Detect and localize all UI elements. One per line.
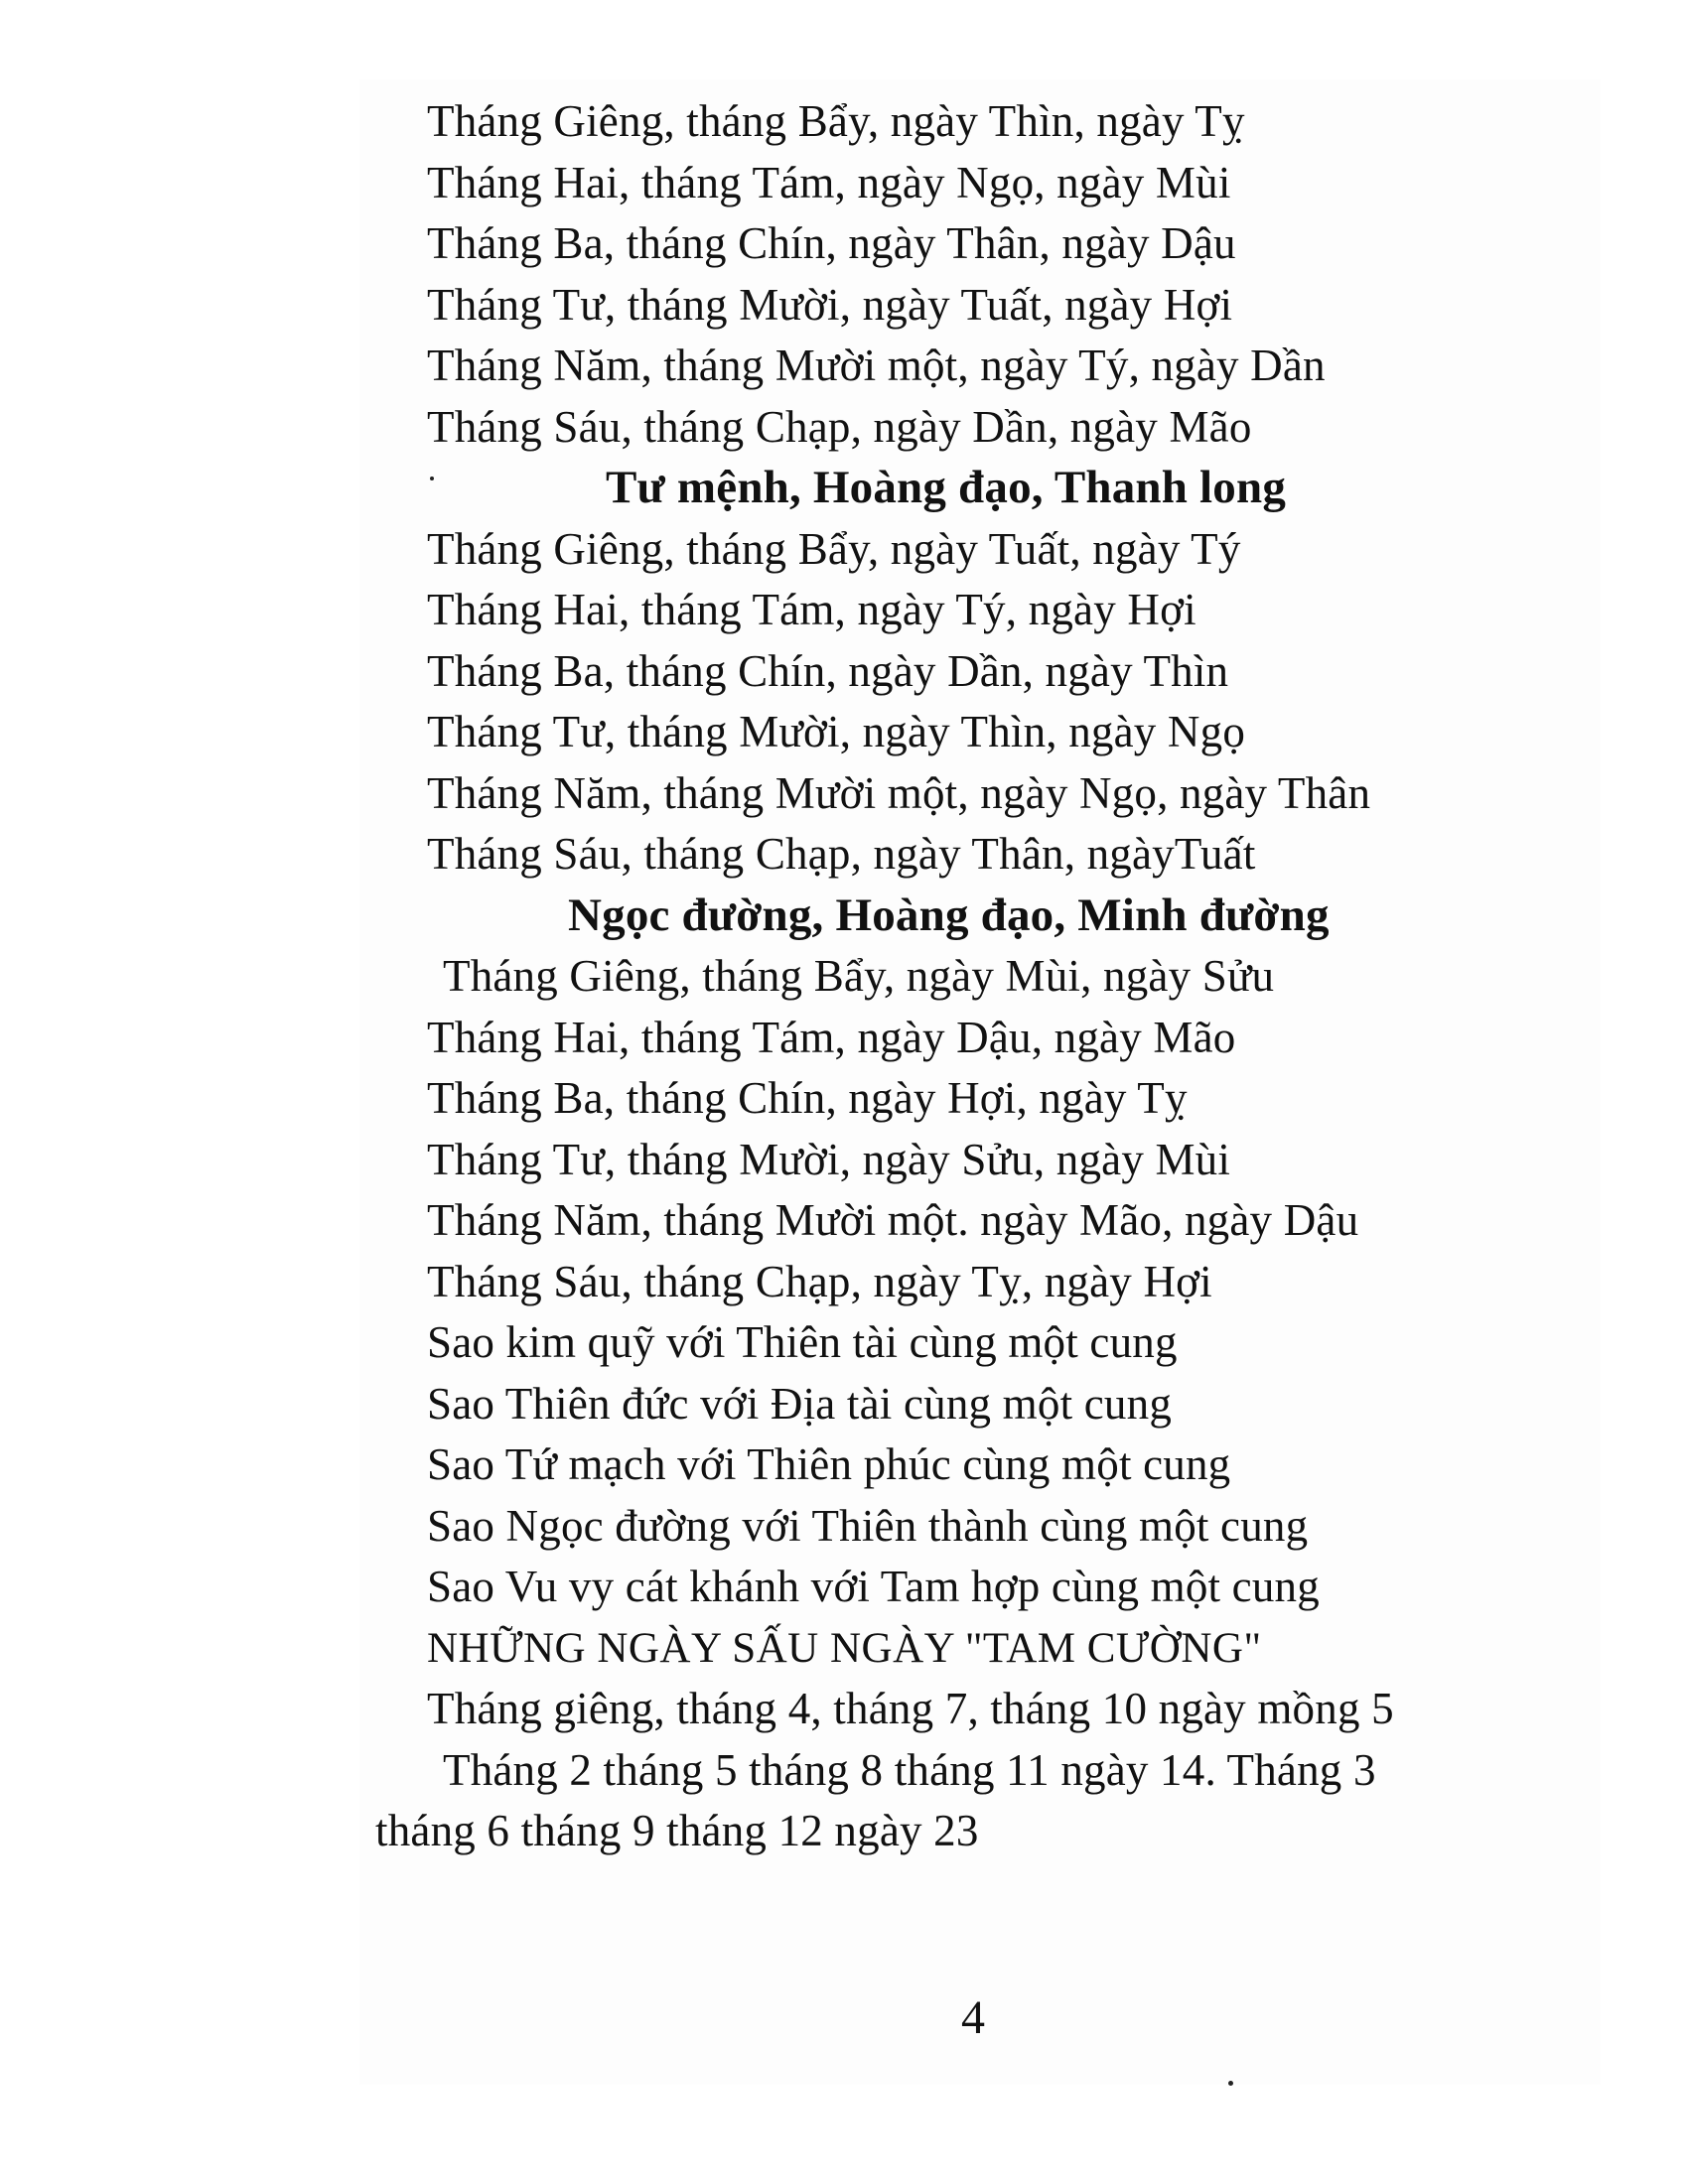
scan-speck (1228, 2081, 1233, 2086)
text-line: Tháng Năm, tháng Mười một, ngày Ngọ, ngày Thân (427, 767, 1371, 818)
text-line: Tháng Tư, tháng Mười, ngày Sửu, ngày Mùi (427, 1134, 1231, 1184)
text-line: Tháng Sáu, tháng Chạp, ngày Tỵ, ngày Hợi (427, 1256, 1212, 1306)
text-line: Sao kim quỹ với Thiên tài cùng một cung (427, 1317, 1178, 1367)
text-line: Sao Thiên đức với Địa tài cùng một cung (427, 1378, 1173, 1429)
text-line: Tháng 2 tháng 5 tháng 8 tháng 11 ngày 14. Tháng 3 (443, 1744, 1376, 1795)
text-line: Tháng Giêng, tháng Bẩy, ngày Tuất, ngày Tý (427, 523, 1241, 574)
text-line: Sao Vu vy cát khánh với Tam hợp cùng một cung (427, 1562, 1320, 1611)
section-heading: Tư mệnh, Hoàng đạo, Thanh long (606, 462, 1287, 513)
text-line: Tháng Ba, tháng Chín, ngày Dần, ngày Thìn (427, 645, 1229, 696)
text-line: Tháng Ba, tháng Chín, ngày Thân, ngày Dậu (427, 218, 1236, 268)
page-text (375, 91, 1618, 1862)
text-line: Tháng Năm, tháng Mười một. ngày Mão, ngày Dậu (427, 1195, 1359, 1245)
text-line: Tháng Tư, tháng Mười, ngày Tuất, ngày Hợi (427, 279, 1233, 330)
section-heading: Ngọc đường, Hoàng đạo, Minh đường (568, 888, 1330, 941)
text-line: Tháng Năm, tháng Mười một, ngày Tý, ngày Dần (427, 341, 1326, 390)
text-line: Tháng Sáu, tháng Chạp, ngày Thân, ngàyTuất (427, 829, 1256, 879)
text-line: Tháng Sáu, tháng Chạp, ngày Dần, ngày Mão (427, 401, 1252, 452)
text-line: Tháng Tư, tháng Mười, ngày Thìn, ngày Ngọ (427, 707, 1246, 756)
text-line: Sao Tứ mạch với Thiên phúc cùng một cung (427, 1439, 1231, 1489)
text-line: Tháng Hai, tháng Tám, ngày Dậu, ngày Mão (427, 1012, 1236, 1062)
page-number: 4 (961, 1991, 985, 2044)
text-line: Tháng Hai, tháng Tám, ngày Tý, ngày Hợi (427, 585, 1196, 634)
text-line: Tháng Hai, tháng Tám, ngày Ngọ, ngày Mùi (427, 157, 1231, 207)
text-line: tháng 6 tháng 9 tháng 12 ngày 23 (375, 1806, 979, 1855)
text-line: Sao Ngọc đường với Thiên thành cùng một cung (427, 1500, 1309, 1551)
text-line: Tháng giêng, tháng 4, tháng 7, tháng 10 ngày mồng 5 (427, 1684, 1394, 1733)
text-line: Tháng Giêng, tháng Bẩy, ngày Mùi, ngày Sửu (443, 951, 1275, 1001)
text-line: Tháng Giêng, tháng Bẩy, ngày Thìn, ngày Tỵ (427, 96, 1245, 146)
text-line: Tháng Ba, tháng Chín, ngày Hợi, ngày Tỵ (427, 1073, 1188, 1123)
caps-heading: NHỮNG NGÀY SẤU NGÀY "TAM CƯỜNG" (427, 1624, 1262, 1672)
